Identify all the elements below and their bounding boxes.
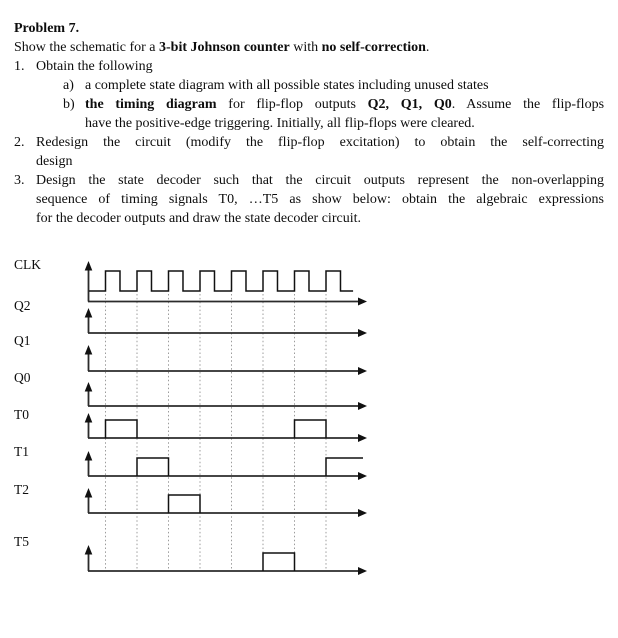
signal-row-T1 bbox=[85, 451, 367, 480]
problem-title: Problem 7. bbox=[14, 21, 80, 36]
signal-row-T0 bbox=[85, 413, 367, 442]
list-marker-1a: a) bbox=[63, 78, 74, 93]
up-arrow-icon bbox=[85, 545, 93, 555]
signal-row-T2 bbox=[85, 488, 367, 517]
intro-text-3: . bbox=[425, 40, 430, 55]
list-marker-2: 2. bbox=[14, 135, 25, 150]
item-1b-bold-2: Q2, Q1, Q0 bbox=[367, 97, 452, 112]
list-item-1b-cont: have the positive-edge triggering. Initially, all flip-flops were cleared. bbox=[85, 116, 475, 131]
right-arrow-icon bbox=[358, 367, 367, 375]
list-item-3-cont1: sequence of timing signals T0, …T5 as show below: obtain the algebraic expressions bbox=[36, 192, 604, 207]
intro-text-1: Show the schematic for a bbox=[14, 40, 160, 55]
pulse-waveform bbox=[137, 458, 169, 476]
signal-row-Q1 bbox=[85, 345, 367, 375]
signal-label-T5: T5 bbox=[14, 534, 29, 549]
list-item-2: Redesign the circuit (modify the flip-flop excitation) to obtain the self-correcting bbox=[36, 135, 604, 150]
right-arrow-icon bbox=[358, 434, 367, 442]
right-arrow-icon bbox=[358, 402, 367, 410]
signal-row-CLK bbox=[85, 261, 367, 306]
right-arrow-icon bbox=[358, 509, 367, 517]
up-arrow-icon bbox=[85, 488, 93, 498]
signal-label-T0: T0 bbox=[14, 407, 29, 422]
item-1b-bold-1: the timing diagram bbox=[85, 97, 217, 112]
up-arrow-icon bbox=[85, 413, 93, 423]
pulse-waveform bbox=[263, 553, 295, 571]
pulse-tail-waveform bbox=[326, 458, 363, 476]
problem-intro bbox=[14, 38, 429, 57]
intro-bold-2: no self-correction bbox=[321, 40, 426, 55]
clock-waveform bbox=[89, 271, 353, 291]
signal-label-Q0: Q0 bbox=[14, 370, 31, 385]
list-item-2-cont: design bbox=[36, 154, 73, 169]
signal-label-T1: T1 bbox=[14, 444, 29, 459]
list-item-3: Design the state decoder such that the circuit outputs represent the non-overlapping bbox=[36, 173, 604, 188]
list-item-1: Obtain the following bbox=[36, 59, 153, 74]
item-1b-text-1: for flip-flop outputs bbox=[216, 97, 368, 112]
signal-label-CLK: CLK bbox=[14, 257, 41, 272]
signal-label-T2: T2 bbox=[14, 482, 29, 497]
up-arrow-icon bbox=[85, 451, 93, 461]
intro-bold-1: 3-bit Johnson counter bbox=[159, 40, 290, 55]
signal-label-Q1: Q1 bbox=[14, 333, 31, 348]
list-marker-1b: b) bbox=[63, 97, 75, 112]
list-item-1b bbox=[85, 95, 604, 114]
list-item-1a: a complete state diagram with all possible states including unused states bbox=[85, 78, 489, 93]
up-arrow-icon bbox=[85, 345, 93, 355]
pulse-waveform bbox=[106, 420, 138, 438]
signal-row-T5 bbox=[85, 545, 367, 575]
list-marker-1: 1. bbox=[14, 59, 25, 74]
up-arrow-icon bbox=[85, 382, 93, 392]
right-arrow-icon bbox=[358, 567, 367, 575]
item-1b-text-2: . Assume the flip-flops bbox=[451, 97, 605, 112]
intro-text-2: with bbox=[289, 40, 322, 55]
grid-lines bbox=[106, 294, 327, 571]
up-arrow-icon bbox=[85, 308, 93, 318]
list-marker-3: 3. bbox=[14, 173, 25, 188]
pulse-waveform bbox=[169, 495, 201, 513]
right-arrow-icon bbox=[358, 298, 367, 306]
signal-label-Q2: Q2 bbox=[14, 298, 31, 313]
signal-row-Q2 bbox=[85, 308, 367, 337]
up-arrow-icon bbox=[85, 261, 93, 271]
right-arrow-icon bbox=[358, 472, 367, 480]
right-arrow-icon bbox=[358, 329, 367, 337]
list-item-3-cont2: for the decoder outputs and draw the state decoder circuit. bbox=[36, 211, 361, 226]
pulse-waveform bbox=[295, 420, 327, 438]
signal-row-Q0 bbox=[85, 382, 367, 410]
